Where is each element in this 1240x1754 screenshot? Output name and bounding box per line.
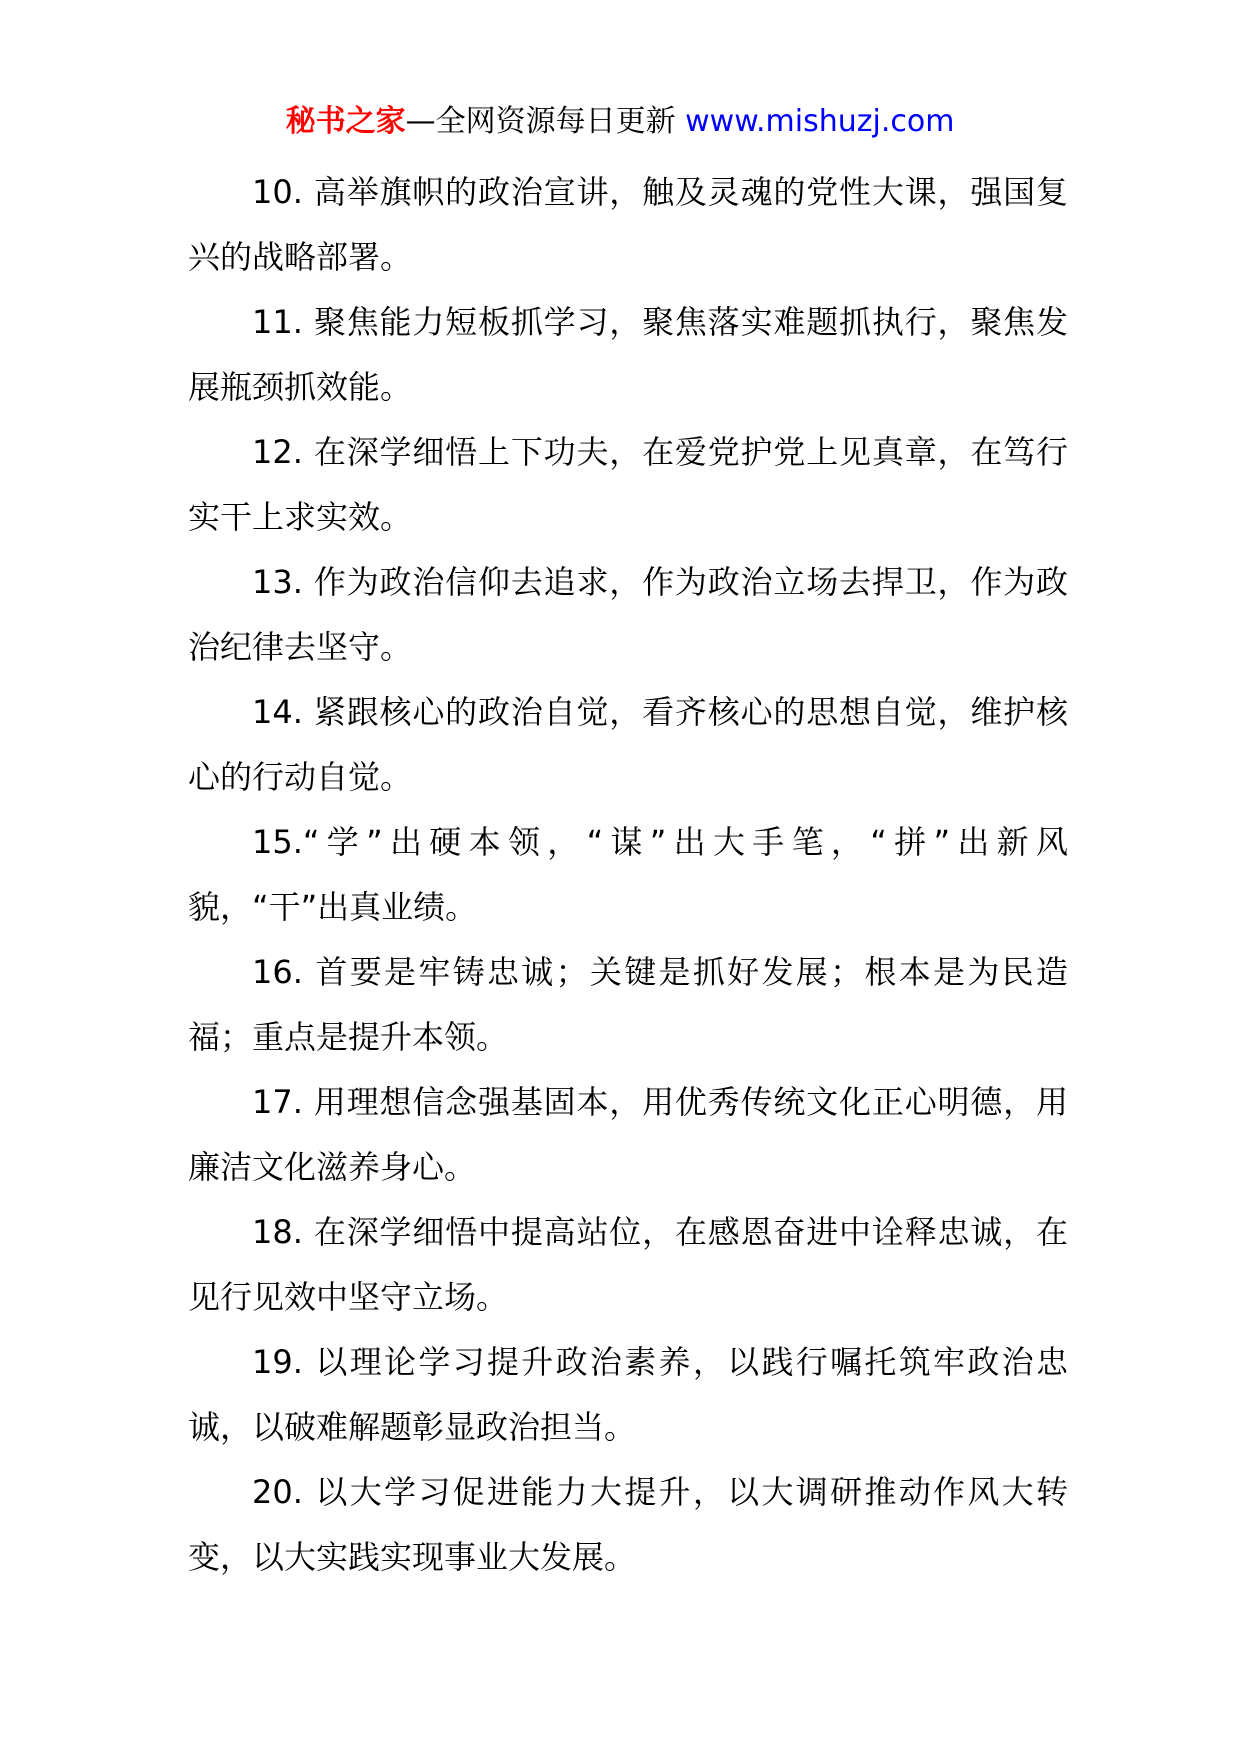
list-item: 18. 在深学细悟中提高站位，在感恩奋进中诠释忠诚，在见行见效中坚守立场。 xyxy=(188,1213,1068,1316)
list-item: 20. 以大学习促进能力大提升，以大调研推动作风大转变，以大实践实现事业大发展。 xyxy=(188,1473,1068,1576)
page-header xyxy=(0,100,1240,144)
list-item: 14. 紧跟核心的政治自觉，看齐核心的思想自觉，维护核心的行动自觉。 xyxy=(188,693,1068,796)
list-item: 15.“学”出硬本领，“谋”出大手笔，“拼”出新风貌，“干”出真业绩。 xyxy=(188,823,1068,926)
document-body xyxy=(188,160,1068,1590)
site-url[interactable]: www.mishuzj.com xyxy=(685,104,955,139)
list-item: 19. 以理论学习提升政治素养，以践行嘱托筑牢政治忠诚，以破难解题彰显政治担当。 xyxy=(188,1343,1068,1446)
header-tagline: —全网资源每日更新 xyxy=(405,104,686,139)
list-item: 12. 在深学细悟上下功夫，在爱党护党上见真章，在笃行实干上求实效。 xyxy=(188,433,1068,536)
list-item: 16. 首要是牢铸忠诚；关键是抓好发展；根本是为民造福；重点是提升本领。 xyxy=(188,953,1068,1056)
list-item: 11. 聚焦能力短板抓学习，聚焦落实难题抓执行，聚焦发展瓶颈抓效能。 xyxy=(188,303,1068,406)
brand-name: 秘书之家 xyxy=(285,104,406,139)
list-item: 13. 作为政治信仰去追求，作为政治立场去捍卫，作为政治纪律去坚守。 xyxy=(188,563,1068,666)
list-item: 17. 用理想信念强基固本，用优秀传统文化正心明德，用廉洁文化滋养身心。 xyxy=(188,1083,1068,1186)
list-item: 10. 高举旗帜的政治宣讲，触及灵魂的党性大课，强国复兴的战略部署。 xyxy=(188,173,1068,276)
